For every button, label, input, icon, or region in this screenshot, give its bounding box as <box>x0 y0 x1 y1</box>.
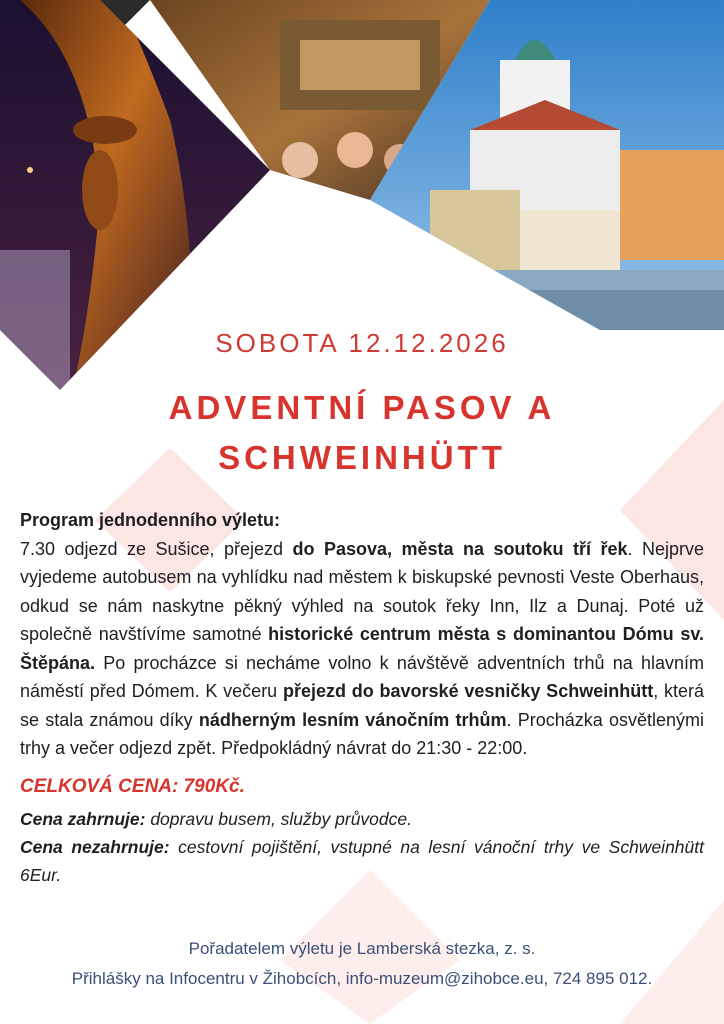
contact-line[interactable]: Přihlášky na Infocentru v Žihobcích, info-muzeum@zihobce.eu, 724 895 012. <box>71 969 653 988</box>
program-segment: . Nejprve vyjedeme autobusem na vyhlídku nad městem k biskupské pevnosti Veste Oberhaus, odkud se nám naskytne pěkný výhled na soutok řeky Inn, Ilz a Dunaj. Poté už společně navštívíme samotné <box>20 538 704 644</box>
program-heading: Program jednodenního výletu: <box>20 510 281 530</box>
event-title-line1: ADVENTNÍ PASOV A <box>168 389 556 426</box>
program-segment-bold: historické centrum města s dominantou Dómu sv. Štěpána. <box>20 624 705 673</box>
program-segment-bold: přejezd do bavorské vesničky Schweinhütt <box>282 681 654 701</box>
header <box>0 328 724 483</box>
program-segment: Po procházce si necháme volno k návštěvě adventních trhů na hlavním náměstí před Dómem. K večeru <box>20 652 704 701</box>
program-segment: . Procházka osvětlenými trhy a večer odjezd zpět. Předpokládný návrat do 21:30 - 22:00. <box>20 709 704 758</box>
price-excludes-label: Cena nezahrnuje: <box>20 837 170 857</box>
price-excludes <box>20 833 704 889</box>
total-price: CELKOVÁ CENA: 790Kč. <box>20 775 245 797</box>
program-text <box>20 535 704 763</box>
program-section <box>20 506 704 889</box>
program-segment: , která se stala známou díky <box>20 681 704 730</box>
program-segment-bold: do Pasova, města na soutoku tří řek <box>292 538 628 559</box>
price-includes-label: Cena zahrnuje: <box>20 809 146 829</box>
event-date: SOBOTA 12.12.2026 <box>215 328 509 358</box>
price-includes <box>20 805 704 833</box>
program-segment-bold: nádherným lesním vánočním trhům <box>198 709 507 730</box>
event-title <box>0 383 724 483</box>
event-title-line2: SCHWEINHÜTT <box>218 439 506 476</box>
organizer-line: Pořadatelem výletu je Lamberská stezka, z. s. <box>188 939 536 958</box>
program-segment: 7.30 odjezd ze Sušice, přejezd <box>20 538 293 559</box>
footer <box>0 934 724 994</box>
price-includes-text: dopravu busem, služby průvodce. <box>145 809 412 829</box>
price-excludes-text: cestovní pojištění, vstupné na lesní vánoční trhy ve Schweinhütt 6Eur. <box>20 837 704 885</box>
